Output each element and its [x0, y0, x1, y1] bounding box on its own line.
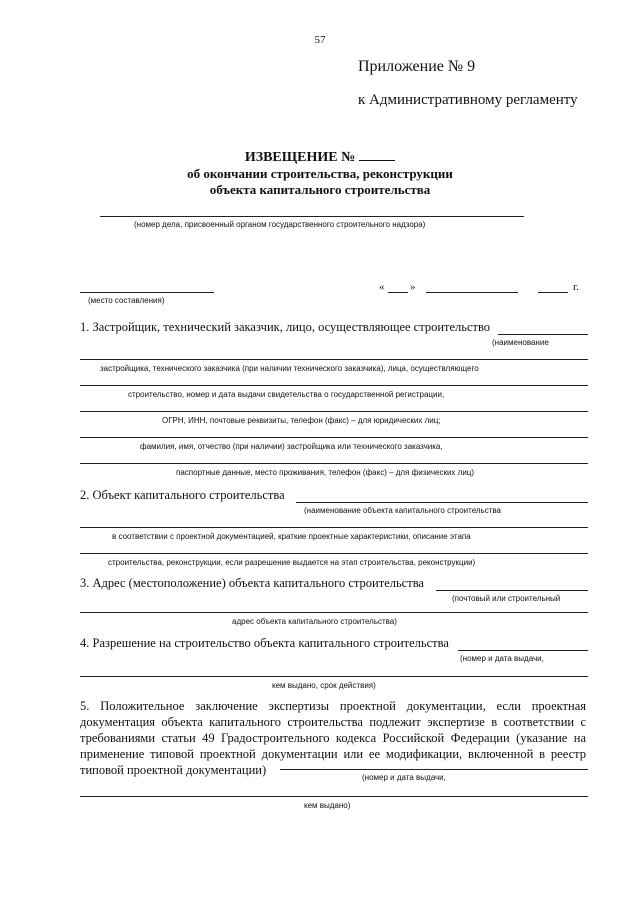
section1-field-line-1[interactable]	[80, 359, 588, 360]
section4-label: 4. Разрешение на строительство объекта капитального строительства	[80, 636, 449, 650]
notice-title-text: ИЗВЕЩЕНИЕ №	[244, 150, 356, 165]
date-year-field[interactable]	[538, 292, 568, 293]
section4-caption-1: кем выдано, срок действия)	[272, 681, 376, 690]
section5-field-line-0[interactable]	[280, 769, 588, 770]
place-field[interactable]	[80, 292, 214, 293]
section1-caption-5: паспортные данные, место проживания, телефон (факс) – для физических лиц)	[176, 468, 475, 477]
notice-subtitle-2: объекта капитального строительства	[209, 182, 431, 197]
section3-label: 3. Адрес (местоположение) объекта капитального строительства	[80, 576, 424, 590]
page-number: 57	[314, 34, 326, 46]
section4-field-line-0[interactable]	[458, 650, 588, 651]
date-month-field[interactable]	[426, 292, 518, 293]
section2-caption-2: строительства, реконструкции, если разрешение выдается на этап строительства, реконструкции)	[108, 558, 476, 567]
date-day-field[interactable]	[388, 292, 408, 293]
notice-title	[0, 148, 640, 166]
section5-caption-0: (номер и дата выдачи,	[362, 773, 446, 782]
date-quote-open: «	[379, 281, 385, 293]
section1-field-line-2[interactable]	[80, 385, 588, 386]
appendix-reference: к Административному регламенту	[358, 92, 578, 108]
section4-field-line-1[interactable]	[80, 676, 588, 677]
section2-label: 2. Объект капитального строительства	[80, 488, 285, 502]
notice-number-field[interactable]	[359, 148, 395, 161]
section2-field-line-0[interactable]	[296, 502, 588, 503]
section5-text: 5. Положительное заключение экспертизы проектной документации, если проектная документация объекта капитального строительства подлежит экспертизе в соответствии с требованиями статьи 49 Градостроительного кодекса Российской Федерации (указание на применение типовой проектной документации или ее модификации, включенной в реестр типовой проектной документации)	[80, 699, 586, 777]
section1-field-line-5[interactable]	[80, 463, 588, 464]
section3-field-line-1[interactable]	[80, 612, 588, 613]
notice-subtitle-1: об окончании строительства, реконструкции	[187, 166, 453, 181]
section1-label: 1. Застройщик, технический заказчик, лицо, осуществляющее строительство	[80, 320, 491, 334]
section5-field-line-1[interactable]	[80, 796, 588, 797]
section2-caption-0: (наименование объекта капитального строительства	[304, 506, 501, 515]
section1-caption-4: фамилия, имя, отчество (при наличии) застройщика или технического заказчика,	[140, 442, 443, 451]
section3-field-line-0[interactable]	[436, 590, 588, 591]
section1-field-line-4[interactable]	[80, 437, 588, 438]
section2-field-line-1[interactable]	[80, 527, 588, 528]
section1-caption-0: (наименование	[492, 338, 549, 347]
section3-caption-0: (почтовый или строительный	[452, 594, 561, 603]
case-number-caption: (номер дела, присвоенный органом государственного строительного надзора)	[134, 220, 426, 229]
case-number-field[interactable]	[100, 216, 524, 217]
section1-field-line-3[interactable]	[80, 411, 588, 412]
appendix-number: Приложение № 9	[358, 58, 476, 75]
section2-caption-1: в соответствии с проектной документацией, краткие проектные характеристики, описание этапа	[112, 532, 471, 541]
section1-field-line-0[interactable]	[498, 334, 588, 335]
date-quote-close: »	[410, 281, 416, 293]
place-caption: (место составления)	[88, 296, 165, 305]
date-year-suffix: г.	[573, 281, 580, 293]
section1-caption-1: застройщика, технического заказчика (при наличии технического заказчика), лица, осуществляющего	[100, 364, 479, 373]
section1-caption-2: строительство, номер и дата выдачи свидетельства о государственной регистрации,	[128, 390, 445, 399]
section1-caption-3: ОГРН, ИНН, почтовые реквизиты, телефон (факс) – для юридических лиц;	[162, 416, 441, 425]
section3-caption-1: адрес объекта капитального строительства)	[232, 617, 397, 626]
section5-caption-1: кем выдано)	[304, 801, 351, 810]
section2-field-line-2[interactable]	[80, 553, 588, 554]
section4-caption-0: (номер и дата выдачи,	[460, 654, 544, 663]
